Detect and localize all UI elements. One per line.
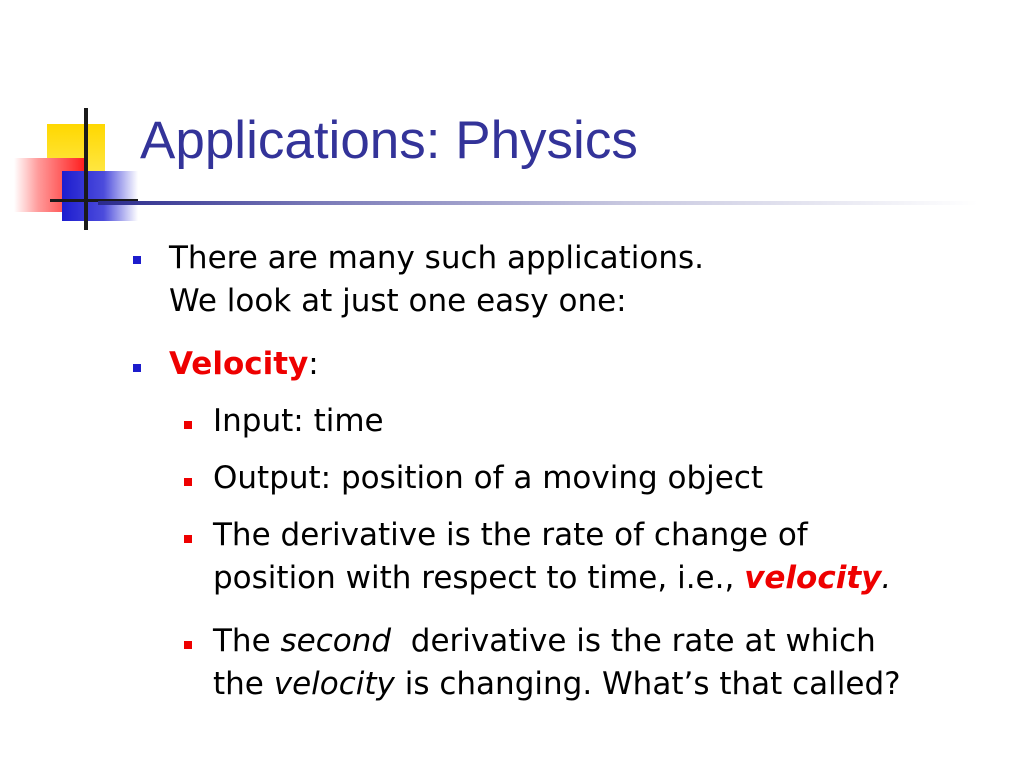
sub-bullet-text-line — [213, 663, 901, 706]
slide-title: Applications: Physics — [140, 111, 638, 170]
sub-list-item — [213, 457, 763, 500]
velocity-emphasis: velocity — [744, 560, 882, 596]
title-underline — [98, 201, 978, 205]
text-fragment: The — [213, 623, 281, 659]
text-fragment: position with respect to time, i.e., — [213, 560, 745, 596]
sub-bullet-text: Input: time — [213, 403, 384, 439]
sub-bullet-text-line — [213, 557, 891, 600]
blue-square — [62, 171, 138, 221]
bullet-marker — [133, 364, 141, 372]
second-italic: second — [280, 623, 392, 659]
bullet-text-line: We look at just one easy one: — [169, 283, 627, 319]
sub-list-item — [213, 620, 901, 706]
sub-bullet-text: Output: position of a moving object — [213, 460, 764, 496]
sub-bullet-marker — [184, 641, 192, 649]
text-fragment: is changing. What’s that called? — [394, 666, 901, 702]
sub-list-item — [213, 514, 891, 600]
sub-bullet-text-line — [213, 620, 901, 663]
sub-bullet-text-line: The derivative is the rate of change of — [213, 517, 808, 553]
bullet-marker — [133, 256, 141, 264]
velocity-colon: : — [308, 346, 319, 382]
velocity-italic: velocity — [273, 666, 395, 702]
text-fragment: derivative is the rate at which — [391, 623, 876, 659]
list-item — [169, 343, 319, 386]
text-fragment: the — [213, 666, 274, 702]
vertical-line — [84, 108, 88, 230]
sub-bullet-marker — [184, 535, 192, 543]
sub-bullet-marker — [184, 421, 192, 429]
list-item — [169, 237, 704, 323]
bullet-text-line: There are many such applications. — [169, 240, 705, 276]
velocity-heading: Velocity — [169, 346, 309, 382]
sub-list-item — [213, 400, 384, 443]
text-fragment: . — [881, 560, 892, 596]
sub-bullet-marker — [184, 478, 192, 486]
